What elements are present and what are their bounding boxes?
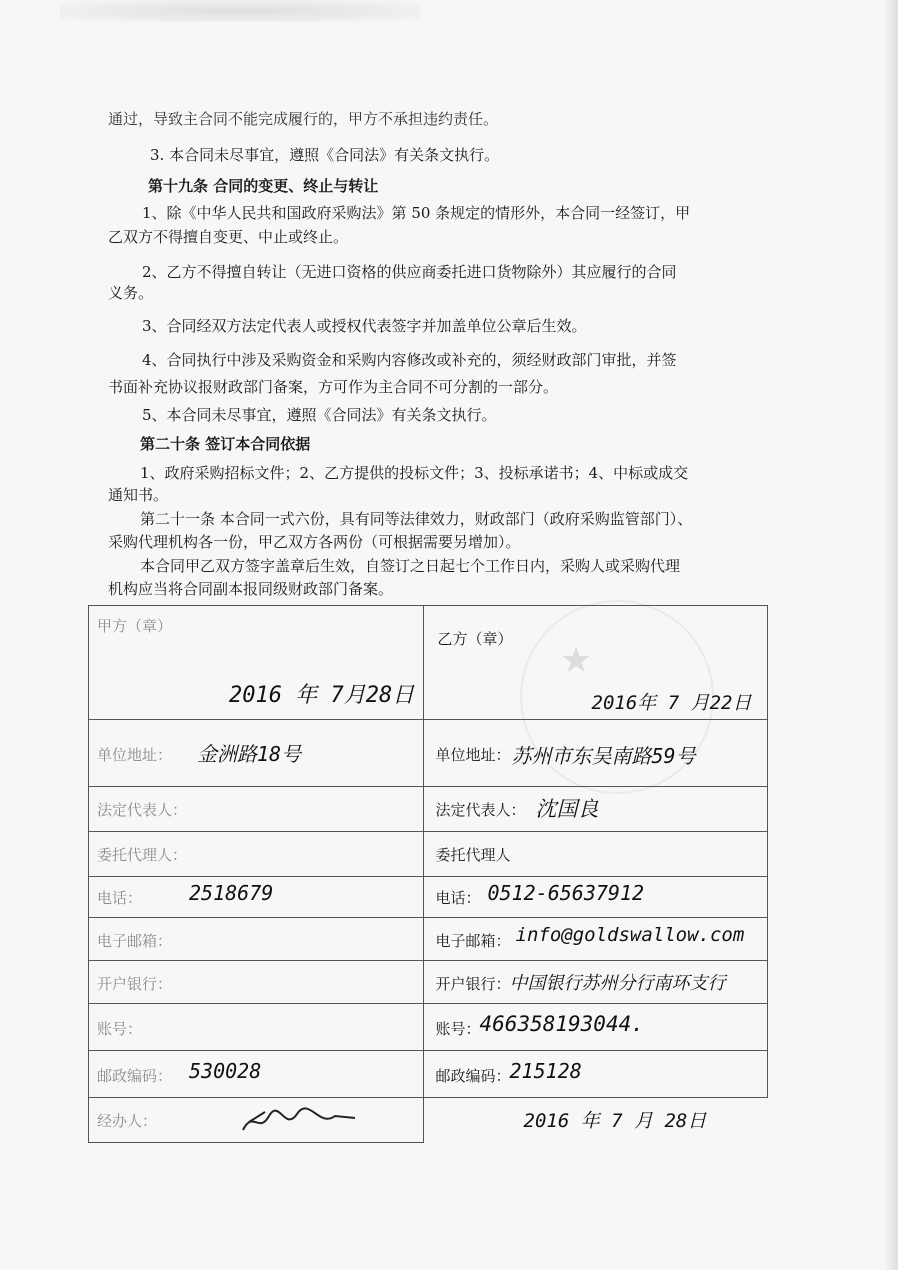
party-b-bank-label: 开户银行： [435,975,511,993]
article-20-basis-a: 1、政府采购招标文件；2、乙方提供的投标文件；3、投标承诺书；4、中标或成交 [140,464,689,482]
party-a-postcode-label: 邮政编码： [97,1067,173,1085]
party-a-handler-label: 经办人： [97,1112,158,1130]
article-19-item-4b: 书面补充协议报财政部门备案，方可作为主合同不可分割的一部分。 [108,378,559,396]
article-19-item-5: 5、本合同未尽事宜，遵照《合同法》有关条文执行。 [142,406,497,424]
article-21-line-d: 机构应当将合同副本报同级财政部门备案。 [108,580,394,598]
party-b-address-label: 单位地址： [435,746,511,764]
party-a-account-label: 账号： [97,1020,143,1038]
party-a-agent-label: 委托代理人： [97,846,188,864]
party-b-account-value: 466358193044. [479,1012,644,1036]
party-b-agent-label: 委托代理人 [435,846,511,864]
paragraph-liability: 通过，导致主合同不能完成履行的，甲方不承担违约责任。 [108,110,499,128]
party-b-agent-cell [423,832,767,877]
party-a-postcode-value: 530028 [189,1059,262,1083]
party-a-account-cell [89,1004,424,1051]
party-a-address-value: 金洲路18号 [197,742,302,766]
party-b-address-cell [423,720,767,787]
party-b-email-value: info@goldswallow.com [515,924,745,946]
signature-table [88,605,768,1143]
party-a-email-cell [89,918,424,961]
party-b-bottom-date: 2016 年 7 月 28日 [523,1110,707,1132]
article-21-line-b: 采购代理机构各一份，甲乙双方各两份（可根据需要另增加）。 [108,533,521,551]
article-21-line-a: 第二十一条 本合同一式六份，具有同等法律效力，财政部门（政府采购监管部门）、 [140,510,693,528]
party-b-email-cell [423,918,767,961]
party-b-postcode-cell [423,1051,767,1098]
party-a-phone-value: 2518679 [189,881,274,905]
article-20-title: 第二十条 签订本合同依据 [140,435,311,453]
article-21-line-c: 本合同甲乙双方签字盖章后生效，自签订之日起七个工作日内，采购人或采购代理 [140,557,681,575]
scan-shadow-top [60,0,420,22]
article-19-title: 第十九条 合同的变更、终止与转让 [148,177,379,195]
party-b-seal-cell [423,606,767,720]
seal-star-icon: ★ [560,640,593,681]
party-a-handler-signature [239,1104,359,1136]
party-b-address-value: 苏州市东吴南路59号 [511,744,696,768]
article-19-item-1b: 乙双方不得擅自变更、中止或终止。 [108,228,349,246]
party-a-sign-date: 2016 年 7月28日 [229,683,415,708]
party-a-seal-cell [89,606,424,720]
party-a-handler-cell [89,1098,424,1143]
party-b-seal-label: 乙方（章） [437,630,513,648]
party-b-rep-label: 法定代表人： [435,801,526,819]
article-19-item-2a: 2、乙方不得擅自转让（无进口资格的供应商委托进口货物除外）其应履行的合同 [142,263,677,281]
party-b-postcode-label: 邮政编码： [435,1067,511,1085]
article-20-basis-b: 通知书。 [108,486,169,504]
party-b-rep-cell [423,787,767,832]
party-a-email-label: 电子邮箱： [97,932,173,950]
party-a-rep-label: 法定代表人： [97,801,188,819]
scan-shadow-right [884,0,898,1270]
party-a-address-label: 单位地址： [97,746,173,764]
paragraph-clause-3: 3. 本合同未尽事宜，遵照《合同法》有关条文执行。 [150,146,500,164]
party-a-postcode-cell [89,1051,424,1098]
party-b-bank-cell [423,961,767,1004]
party-b-account-label: 账号： [435,1020,481,1038]
party-b-email-label: 电子邮箱： [435,932,511,950]
party-b-bottom-date-cell [423,1098,767,1143]
party-b-phone-cell [423,877,767,918]
party-b-sign-date: 2016年 7 月22日 [591,692,752,714]
party-a-rep-cell [89,787,424,832]
article-19-item-1a: 1、除《中华人民共和国政府采购法》第 50 条规定的情形外，本合同一经签订，甲 [142,204,691,222]
party-a-seal-label: 甲方（章） [97,617,173,635]
article-19-item-3: 3、合同经双方法定代表人或授权代表签字并加盖单位公章后生效。 [142,317,587,335]
party-b-account-cell [423,1004,767,1051]
article-19-item-4a: 4、合同执行中涉及采购资金和采购内容修改或补充的，须经财政部门审批，并签 [142,351,677,369]
party-a-phone-cell [89,877,424,918]
party-b-rep-signature: 沈国良 [535,797,599,821]
party-a-address-cell [89,720,424,787]
party-a-bank-label: 开户银行： [97,975,173,993]
party-a-bank-cell [89,961,424,1004]
party-a-phone-label: 电话： [97,889,143,907]
party-b-phone-label: 电话： [435,889,481,907]
party-b-phone-value: 0512-65637912 [487,881,645,905]
party-b-postcode-value: 215128 [509,1059,582,1083]
party-b-bank-value: 中国银行苏州分行南环支行 [509,973,726,994]
article-19-item-2b: 义务。 [108,284,154,302]
party-a-agent-cell [89,832,424,877]
